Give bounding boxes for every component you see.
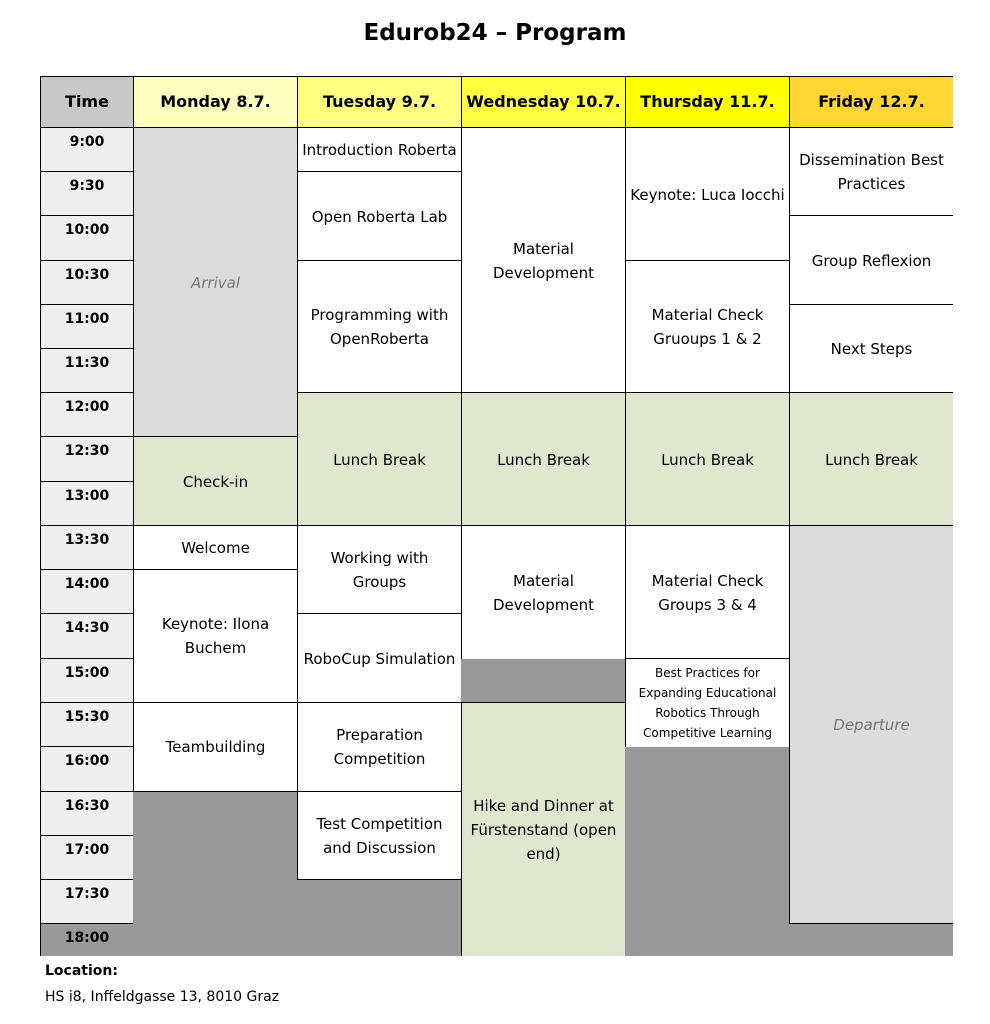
time-slot: 13:30 — [40, 525, 133, 570]
thursday-empty-evening — [625, 746, 789, 956]
event-programming-openroberta: Programming with OpenRoberta — [297, 260, 461, 393]
event-material-check-3-4: Material Check Groups 3 & 4 — [625, 525, 789, 659]
event-group-reflexion: Group Reflexion — [789, 215, 953, 305]
event-next-steps: Next Steps — [789, 304, 953, 393]
time-slot: 10:30 — [40, 260, 133, 305]
event-departure: Departure — [789, 525, 953, 924]
event-dissemination: Dissemination Best Practices — [789, 127, 953, 216]
event-lunch-break: Lunch Break — [789, 392, 953, 526]
time-header: Time — [41, 77, 133, 127]
friday-empty-evening — [789, 923, 953, 956]
time-slot: 16:30 — [40, 791, 133, 836]
event-arrival: Arrival — [133, 127, 297, 437]
monday-empty-evening — [133, 791, 297, 956]
schedule-grid — [40, 76, 952, 956]
time-slot: 15:30 — [40, 702, 133, 747]
time-slot: 17:00 — [40, 835, 133, 880]
event-working-with-groups: Working with Groups — [297, 525, 461, 614]
time-slot: 14:30 — [40, 613, 133, 658]
tuesday-empty-evening — [297, 879, 461, 956]
wednesday-empty-slot — [461, 658, 625, 703]
time-slot: 18:00 — [40, 923, 133, 956]
day-header-monday: Monday 8.7. — [133, 76, 297, 127]
event-test-competition: Test Competition and Discussion — [297, 791, 461, 880]
event-hike-dinner: Hike and Dinner at Fürstenstand (open end) — [461, 702, 625, 956]
event-material-check-1-2: Material Check Gruoups 1 & 2 — [625, 260, 789, 393]
time-slot: 11:30 — [40, 348, 133, 393]
time-slot: 16:00 — [40, 746, 133, 791]
time-slot: 12:30 — [40, 436, 133, 481]
event-material-development: Material Development — [461, 525, 625, 659]
event-teambuilding: Teambuilding — [133, 702, 297, 792]
location-address: HS i8, Inffeldgasse 13, 8010 Graz — [45, 989, 280, 1005]
time-slot: 10:00 — [40, 215, 133, 260]
event-intro-roberta: Introduction Roberta — [297, 127, 461, 172]
time-slot: 17:30 — [40, 879, 133, 924]
event-open-roberta-lab: Open Roberta Lab — [297, 171, 461, 261]
event-welcome: Welcome — [133, 525, 297, 570]
time-slot: 11:00 — [40, 304, 133, 349]
time-slot: 13:00 — [40, 481, 133, 526]
event-checkin: Check-in — [133, 436, 297, 526]
day-header-tuesday: Tuesday 9.7. — [297, 76, 461, 127]
time-slot: 9:30 — [40, 171, 133, 216]
event-robocup-simulation: RoboCup Simulation — [297, 613, 461, 703]
event-material-development: Material Development — [461, 127, 625, 393]
event-lunch-break: Lunch Break — [297, 392, 461, 526]
page-title: Edurob24 – Program — [363, 20, 627, 46]
event-keynote-iocchi: Keynote: Luca Iocchi — [625, 127, 789, 261]
day-header-wednesday: Wednesday 10.7. — [461, 76, 625, 127]
time-slot: 14:00 — [40, 569, 133, 614]
day-header-friday: Friday 12.7. — [789, 76, 953, 127]
event-lunch-break: Lunch Break — [461, 392, 625, 526]
day-header-thursday: Thursday 11.7. — [625, 76, 789, 127]
time-slot: 12:00 — [40, 392, 133, 437]
event-preparation-competition: Preparation Competition — [297, 702, 461, 791]
location-label: Location: — [45, 963, 118, 979]
event-lunch-break: Lunch Break — [625, 392, 789, 526]
time-slot: 9:00 — [40, 127, 133, 172]
event-best-practices: Best Practices for Expanding Educational Robotics Through Competitive Learning — [625, 658, 789, 747]
time-slot: 15:00 — [40, 658, 133, 703]
event-keynote-buchem: Keynote: Ilona Buchem — [133, 569, 297, 702]
